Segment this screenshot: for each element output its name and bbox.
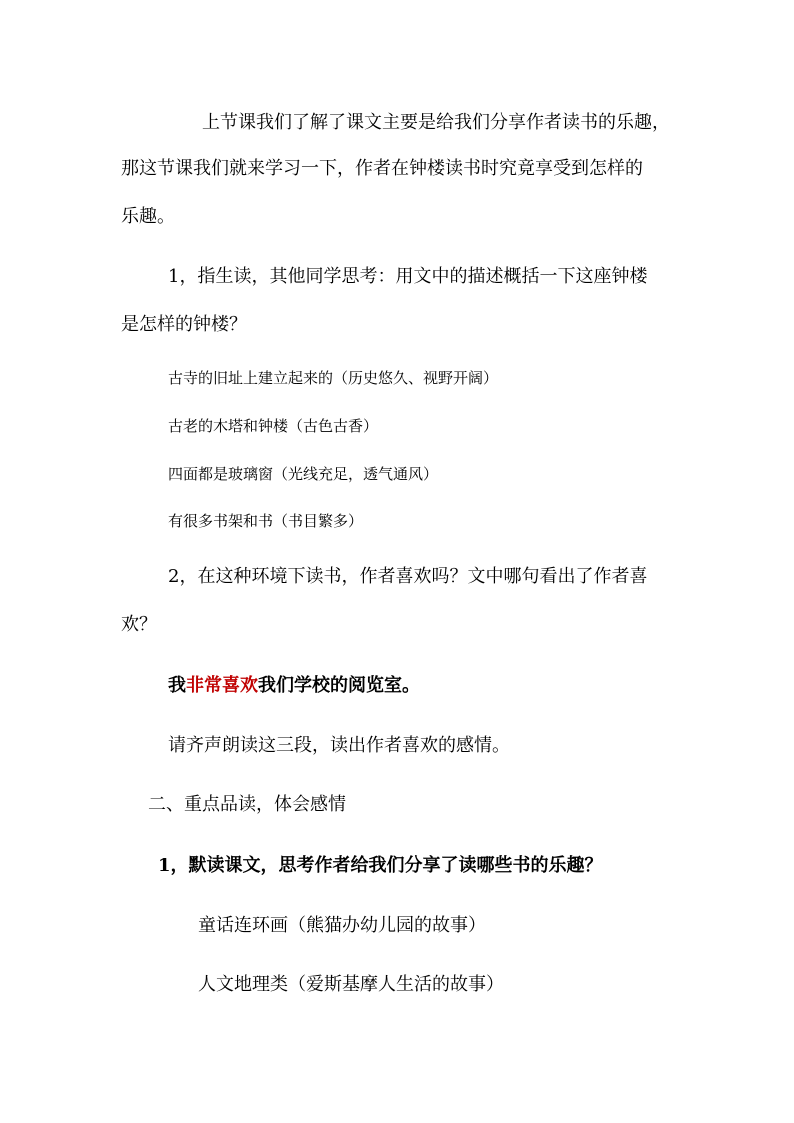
- question-2-line-2: 欢？: [121, 614, 157, 635]
- intro-line-3: 乐趣。: [121, 206, 175, 227]
- book-item: 童话连环画（熊猫办幼儿园的故事）: [198, 915, 486, 936]
- answer-item: 有很多书架和书（书目繁多）: [168, 512, 364, 530]
- question-1-line-1: 1，指生读，其他同学思考：用文中的描述概括一下这座钟楼: [168, 266, 648, 287]
- book-item: 人文地理类（爱斯基摩人生活的故事）: [198, 974, 504, 995]
- quote-highlight: 非常喜欢: [186, 675, 258, 696]
- answer-item: 古寺的旧址上建立起来的（历史悠久、视野开阔）: [168, 369, 499, 387]
- answer-item: 古老的木塔和钟楼（古色古香）: [168, 417, 379, 435]
- intro-line-1: 上节课我们了解了课文主要是给我们分享作者读书的乐趣，: [202, 112, 670, 133]
- question-1-line-2: 是怎样的钟楼？: [121, 314, 247, 335]
- quote-sentence: [168, 677, 420, 695]
- answer-item: 四面都是玻璃窗（光线充足，透气通风）: [168, 465, 439, 483]
- intro-line-2: 那这节课我们就来学习一下，作者在钟楼读书时究竟享受到怎样的: [121, 158, 643, 179]
- quote-before: 我: [168, 675, 186, 696]
- reading-instruction: 请齐声朗读这三段，读出作者喜欢的感情。: [168, 735, 510, 756]
- section-2-question-1: 1，默读课文，思考作者给我们分享了读哪些书的乐趣？: [158, 855, 603, 876]
- section-2-heading: 二、重点品读，体会感情: [148, 794, 346, 815]
- question-2-line-1: 2，在这种环境下读书，作者喜欢吗？文中哪句看出了作者喜: [168, 566, 648, 587]
- quote-after: 我们学校的阅览室。: [258, 675, 420, 696]
